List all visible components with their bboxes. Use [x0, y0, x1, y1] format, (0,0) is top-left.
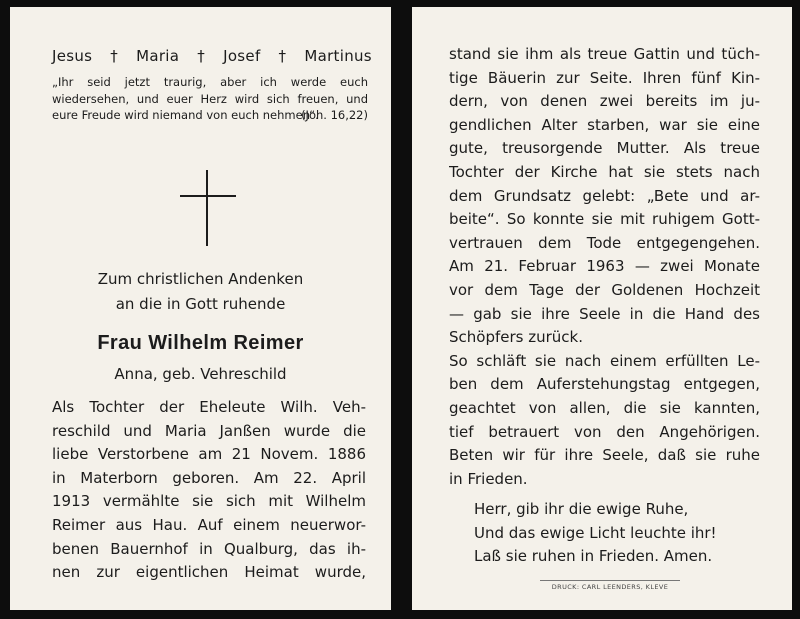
card-left-panel: [10, 7, 391, 610]
text-line: benen Bauernhof in Qualburg, das ih-: [52, 539, 366, 558]
text-line: nen zur eigentlichen Heimat wurde,: [52, 563, 366, 582]
biography-right: [449, 43, 760, 491]
header-jesus: Jesus: [52, 47, 93, 65]
text-line: — gab sie ihre Seele in die Hand des: [449, 304, 760, 323]
text-line: vor dem Tage der Goldenen Hochzeit: [449, 280, 760, 299]
memorial-line-1: Zum christlichen Andenken: [97, 270, 304, 288]
cross-mark-1: †: [110, 47, 119, 65]
text-line: gute, treusorgende Mutter. Als treue: [449, 139, 760, 158]
text-line: Am 21. Februar 1963 — zwei Monate: [449, 257, 760, 276]
prayer-line: Herr, gib ihr die ewige Ruhe,: [474, 500, 689, 518]
deceased-name: Frau Wilhelm Reimer: [97, 332, 304, 354]
memorial-line-2: an die in Gott ruhende: [115, 295, 286, 313]
header-names: [52, 47, 372, 65]
text-line: gendlichen Alter starben, war sie eine: [449, 115, 760, 134]
quote-text: „Ihr seid jetzt traurig, aber ich werde euch wiedersehen, und euer Herz wird sich freuen, und eure Freude wird niemand von euch nehmen“.: [52, 75, 368, 122]
printer-imprint: DRUCK: CARL LEENDERS, KLEVE: [540, 580, 680, 591]
header-maria: Maria: [136, 47, 180, 65]
text-line: Schöpfers zurück.: [449, 328, 583, 347]
text-line: Beten wir für ihre Seele, daß sie ruhe: [449, 446, 760, 465]
text-line: beite“. So konnte sie mit ruhigem Gott-: [449, 210, 760, 229]
quote-reference: (Joh. 16,22): [301, 108, 368, 122]
text-line: in Materborn geboren. Am 22. April: [52, 468, 366, 487]
header-martinus: Martinus: [304, 47, 372, 65]
text-line: ben dem Auferstehungstag entgegen,: [449, 375, 760, 394]
cross-mark-2: †: [197, 47, 206, 65]
prayer-line: Und das ewige Licht leuchte ihr!: [474, 523, 717, 542]
text-line: liebe Verstorbene am 21 Novem. 1886: [52, 445, 366, 464]
maiden-name: Anna, geb. Vehreschild: [114, 365, 287, 383]
text-line: tief betrauert von den Angehörigen.: [449, 422, 760, 441]
text-line: So schläft sie nach einem erfüllten Le-: [449, 351, 760, 370]
text-line: stand sie ihm als treue Gattin und tüch-: [449, 45, 760, 63]
closing-prayer: [474, 498, 744, 569]
biography-left: [52, 396, 366, 585]
text-line: dem Grundsatz gelebt: „Bete und ar-: [449, 186, 760, 205]
card-right-panel: [412, 7, 792, 610]
cross-icon: [180, 170, 236, 246]
text-line: tige Bäuerin zur Seite. Ihren fünf Kin-: [449, 68, 760, 87]
text-line: reschild und Maria Janßen wurde die: [52, 421, 366, 440]
header-josef: Josef: [223, 47, 261, 65]
prayer-line: Laß sie ruhen in Frieden. Amen.: [474, 547, 713, 566]
text-line: Reimer aus Hau. Auf einem neuerwor-: [52, 515, 366, 534]
text-line: dern, von denen zwei bereits im ju-: [449, 92, 760, 111]
text-line: in Frieden.: [449, 469, 528, 488]
text-line: geachtet von allen, die sie kannten,: [449, 398, 760, 417]
bible-quote: [52, 74, 368, 124]
text-line: Tochter der Kirche hat sie stets nach: [449, 162, 760, 181]
text-line: 1913 vermählte sie sich mit Wilhelm: [52, 492, 366, 511]
cross-mark-3: †: [278, 47, 287, 65]
text-line: Als Tochter der Eheleute Wilh. Veh-: [52, 398, 366, 416]
text-line: vertrauen dem Tode entgegengehen.: [449, 233, 760, 252]
